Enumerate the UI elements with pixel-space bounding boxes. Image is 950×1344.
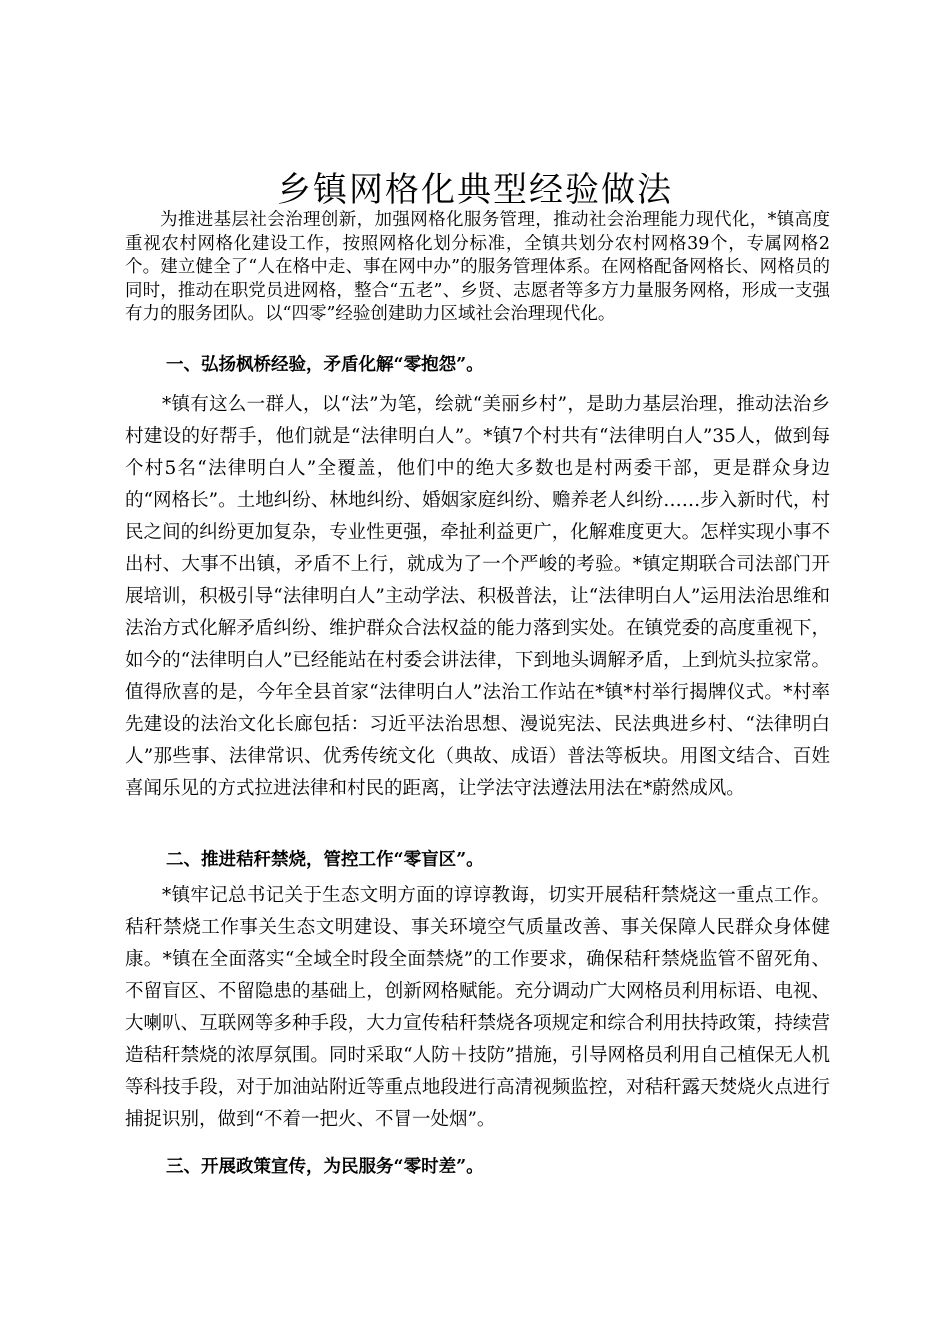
- intro-paragraph: 为推进基层社会治理创新，加强网格化服务管理，推动社会治理能力现代化，*镇高度重视农村网格化建设工作，按照网格化划分标准，全镇共划分农村网格39个，专属网格2个。建立健全了“人在格中走、事在网中办”的服务管理体系。在网格配备网格长、网格员的同时，推动在职党员进网格，整合“五老”、乡贤、志愿者等多方力量服务网格，形成一支强有力的服务团队。以“四零”经验创建助力区域社会治理现代化。: [125, 210, 830, 324]
- section-body-2: *镇牢记总书记关于生态文明方面的谆谆教诲，切实开展秸秆禁烧这一重点工作。秸秆禁烧工作事关生态文明建设、事关环境空气质量改善、事关保障人民群众身体健康。*镇在全面落实“全域全时段全面禁烧”的工作要求，确保秸秆禁烧监管不留死角、不留盲区、不留隐患的基础上，创新网格赋能。充分调动广大网格员利用标语、电视、大喇叭、互联网等多种手段，大力宣传秸秆禁烧各项规定和综合利用扶持政策，持续营造秸秆禁烧的浓厚氛围。同时采取“人防＋技防”措施，引导网格员利用自己植保无人机等科技手段，对于加油站附近等重点地段进行高清视频监控，对秸秆露天焚烧火点进行捕捉识别，做到“不着一把火、不冒一处烟”。: [125, 885, 830, 1130]
- section-heading-3: 三、开展政策宣传，为民服务“零时差”。: [166, 1157, 484, 1177]
- section-body-1: *镇有这么一群人，以“法”为笔，绘就“美丽乡村”，是助力基层治理，推动法治乡村建设的好帮手，他们就是“法律明白人”。*镇7个村共有“法律明白人”35人，做到每个村5名“法律明白人”全覆盖，他们中的绝大多数也是村两委干部，更是群众身边的“网格长”。土地纠纷、林地纠纷、婚姻家庭纠纷、赡养老人纠纷……步入新时代，村民之间的纠纷更加复杂，专业性更强，牵扯利益更广，化解难度更大。怎样实现小事不出村、大事不出镇，矛盾不上行，就成为了一个严峻的考验。*镇定期联合司法部门开展培训，积极引导“法律明白人”主动学法、积极普法，让“法律明白人”运用法治思维和法治方式化解矛盾纠纷、维护群众合法权益的能力落到实处。在镇党委的高度重视下，如今的“法律明白人”已经能站在村委会讲法律，下到地头调解矛盾，上到炕头拉家常。值得欣喜的是，今年全县首家“法律明白人”法治工作站在*镇*村举行揭牌仪式。*村率先建设的法治文化长廊包括：习近平法治思想、漫说宪法、民法典进乡村、“法律明白人”那些事、法律常识、优秀传统文化（典故、成语）普法等板块。用图文结合、百姓喜闻乐见的方式拉进法律和村民的距离，让学法守法遵法用法在*蔚然成风。: [125, 394, 830, 799]
- document-title: 乡镇网格化典型经验做法: [277, 170, 673, 210]
- section-heading-1: 一、弘扬枫桥经验，矛盾化解“零抱怨”。: [166, 355, 484, 375]
- section-heading-2: 二、推进秸秆禁烧，管控工作“零盲区”。: [166, 850, 484, 870]
